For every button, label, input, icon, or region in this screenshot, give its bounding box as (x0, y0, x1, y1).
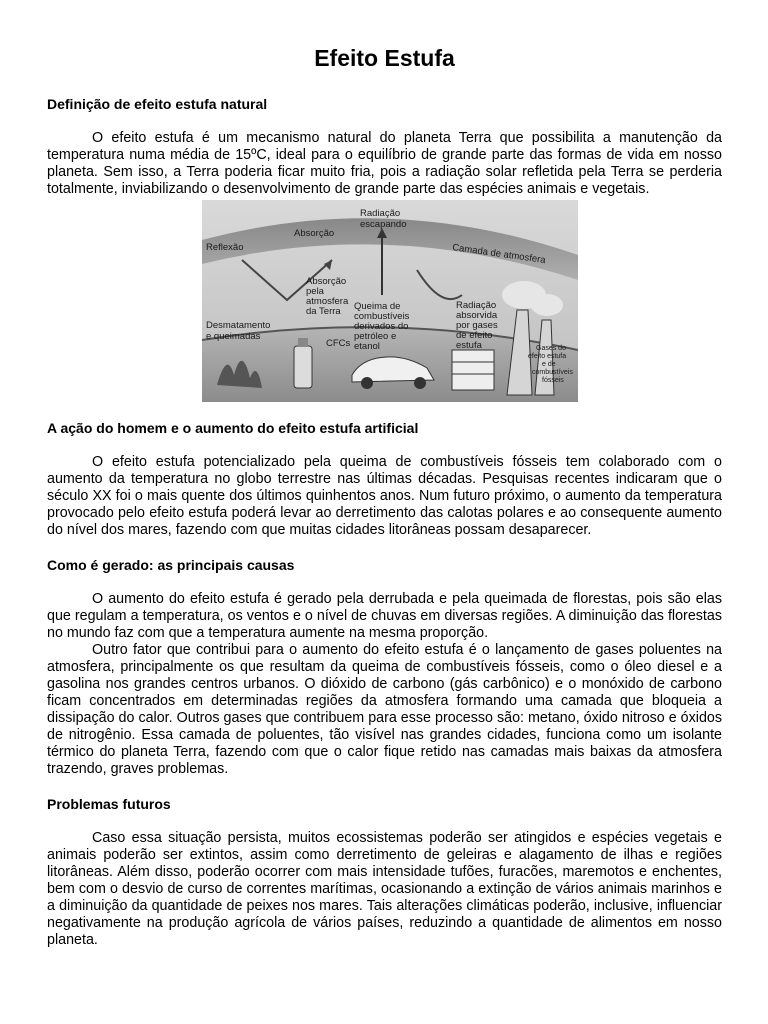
label-gases-5: fósseis (541, 377, 564, 384)
label-radiacao-2: escapando (359, 219, 406, 230)
label-queima-4: petróleo e (353, 331, 396, 342)
label-radiacao-absorvida-2: absorvida (455, 310, 497, 321)
label-absorcao: Absorção (293, 228, 334, 239)
label-absorcao-pela-1: Absorção (305, 276, 346, 287)
paragraph-causas-1: O aumento do efeito estufa é gerado pela derrubada e pela queimada de florestas, pois são elas que regulam a temperatura, os ventos e o nível de chuvas em diversas regiões. A diminuição das florestas no mundo faz com que a temperatura aumente na mesma proporção. (47, 591, 722, 641)
label-queima-2: combustíveis (353, 311, 409, 322)
paragraph-problemas: Caso essa situação persista, muitos ecossistemas poderão ser atingidos e espécies vegetais e animais poderão ser extintos, assim como derretimento de geleiras e alagamento de ilhas e regiões litorâneas. Além disso, poderão ocorrer com mais intensidade tufões, furacões, maremotos e enchentes, bem com o desvio de curso de correntes marítimas, ocasionando a extinção de vários animais marinhos e a diminuição da quantidade de peixes nos mares. Tais alterações climáticas poderão, inclusive, influenciar negativamente na produção agrícola de vários países, reduzindo a quantidade de alimentos em nosso planeta. (47, 830, 722, 948)
section-heading-causas: Como é gerado: as principais causas (47, 557, 295, 573)
label-queima-3: derivados do (353, 321, 408, 332)
greenhouse-effect-figure (202, 200, 578, 402)
label-radiacao-absorvida-4: de efeito (455, 330, 492, 341)
label-gases-2: efeito estufa (527, 353, 566, 360)
label-queima-5: etanol (353, 341, 380, 352)
label-cfcs: CFCs (325, 338, 350, 349)
label-camada: Camada de atmosfera (451, 242, 546, 267)
page-title: Efeito Estufa (314, 45, 455, 71)
paragraph-acao-homem: O efeito estufa potencializado pela queima de combustíveis fósseis tem colaborado com o aumento da temperatura no globo terrestre nas últimas décadas. Pesquisas recentes indicaram que o século XX foi o mais quente dos últimos quinhentos anos. Num futuro próximo, o aumento da temperatura provocado pelo efeito estufa poderá levar ao derretimento das calotas polares e ao consequente aumento do nível dos mares, fazendo com que muitas cidades litorâneas possam desaparecer. (47, 454, 722, 538)
label-radiacao-1: Radiação (359, 208, 400, 219)
label-reflexao: Reflexão (205, 242, 243, 253)
paragraph-definicao: O efeito estufa é um mecanismo natural do planeta Terra que possibilita a manutenção da temperatura numa média de 15ºC, ideal para o equilíbrio de grande parte das formas de vida em nosso planeta. Sem isso, a Terra poderia ficar muito fria, pois a radiação solar refletida pela Terra se perderia totalmente, inviabilizando o desenvolvimento de grande parte das espécies animais e vegetais. (47, 130, 722, 197)
label-radiacao-absorvida-3: por gases (455, 320, 498, 331)
label-desmatamento-2: e queimadas (205, 331, 260, 342)
label-radiacao-absorvida-1: Radiação (455, 300, 496, 311)
section-heading-acao-homem: A ação do homem e o aumento do efeito estufa artificial (47, 420, 419, 436)
section-heading-problemas: Problemas futuros (47, 796, 171, 812)
label-desmatamento-1: Desmatamento (205, 320, 270, 331)
paragraph-causas-2: Outro fator que contribui para o aumento do efeito estufa é o lançamento de gases poluentes na atmosfera, principalmente os que resultam da queima de combustíveis fósseis, como o óleo diesel e a gasolina nos grandes centros urbanos. O dióxido de carbono (gás carbônico) e o monóxido de carbono ficam concentrados em determinadas regiões da atmosfera formando uma camada que bloqueia a dissipação do calor. Outros gases que contribuem para esse processo são: metano, óxido nitroso e óxidos de nitrogênio. Essa camada de poluentes, tão visível nas grandes cidades, funciona como um isolante térmico do planeta Terra, fazendo com que o calor fique retido nas camadas mais baixas da atmosfera trazendo, graves problemas. (47, 642, 722, 777)
label-absorcao-pela-3: atmosfera (305, 296, 348, 307)
section-heading-definicao: Definição de efeito estufa natural (47, 96, 268, 112)
label-gases-3: e de (541, 361, 556, 368)
label-gases-4: combustíveis (531, 369, 573, 376)
label-gases-1: Gases do (535, 345, 566, 352)
label-queima-1: Queima de (353, 301, 400, 312)
label-radiacao-absorvida-5: estufa (455, 340, 482, 351)
label-absorcao-pela-2: pela (305, 286, 324, 297)
label-absorcao-pela-4: da Terra (305, 306, 341, 317)
